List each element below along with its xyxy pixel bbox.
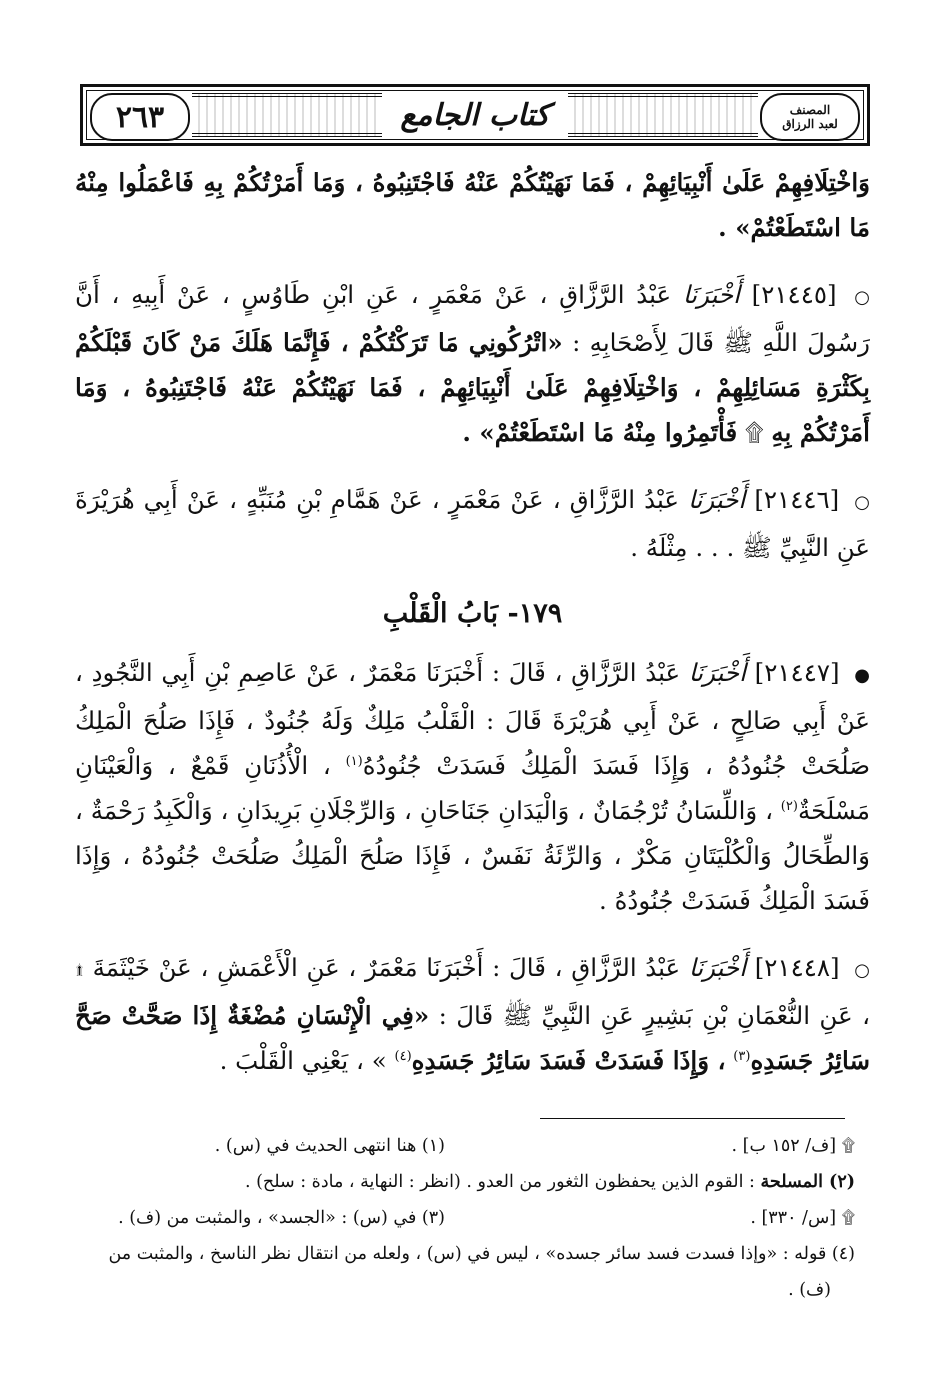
footnote-ref-3: (٣) [733, 1048, 751, 1064]
matn-end: فَأْتَمِرُوا مِنْهُ مَا اسْتَطَعْتُمْ» . [462, 418, 738, 447]
isnad: عَبْدُ الرَّزَّاقِ ، عَنْ مَعْمَرٍ ، عَنْ هَمَّامِ بْنِ مُنَبِّهٍ ، عَنْ أَبِي هُرَيْرَةَ عَنِ النَّبِيِّ ﷺ . . . مِثْلَهُ . [75, 485, 870, 562]
hadith-21447 [75, 650, 870, 923]
footnote-3: (٣) في (س) : «الجسد» ، والمثبت من (ف) . [118, 1208, 445, 1228]
isnad: عَبْدُ الرَّزَّاقِ ، عَنْ مَعْمَرٍ ، عَنِ ابْنِ طَاوُسٍ ، عَنْ أَبِيهِ ، أَنَّ رَسُولَ اللَّهِ ﷺ قَالَ لِأَصْحَابِهِ : [75, 280, 870, 357]
manuscript-note-b: ۩ [س/ ٣٣٠] . [750, 1208, 855, 1228]
hadith-marker-icon: ● [854, 665, 870, 686]
hadith-21448 [75, 945, 870, 1083]
hadith-marker-icon: ○ [854, 960, 870, 981]
footnote-2-text: : القوم الذين يحفظون الثغور من العدو . (انظر : النهاية ، مادة : سلح) . [244, 1172, 755, 1192]
footnote-row-2 [75, 1164, 855, 1200]
seal-line-1: المصنف [789, 103, 831, 117]
header-ornament-right [568, 93, 758, 137]
chapter-title: بَابُ الْقَلْبِ [382, 598, 499, 629]
footnote-ref-2: (٢) [780, 798, 798, 814]
page-number: ٢٦٣ [115, 99, 165, 135]
footnote-separator [540, 1118, 845, 1119]
hadith-marker-icon: ○ [854, 287, 870, 308]
chapter-number: ١٧٩- [507, 598, 563, 629]
hadith-tail: » ، يَعْنِي الْقَلْبَ . [219, 1046, 387, 1075]
footnote-ref-4: (٤) [394, 1048, 412, 1064]
isnad: عَبْدُ الرَّزَّاقِ ، قَالَ : أَخْبَرَنَا مَعْمَرٌ ، عَنِ الْأَعْمَشِ ، عَنْ خَيْثَمَةَ ۩ ، عَنِ النُّعْمَانِ بْنِ بَشِيرٍ عَنِ النَّبِيِّ ﷺ قَالَ : [75, 953, 870, 1030]
hadith-text-c: ، وَاللِّسَانُ تُرْجُمَانٌ ، وَالْيَدَانِ جَنَاحَانِ ، وَالرِّجْلَانِ بَرِيدَانِ ، وَالْكَبِدُ رَحْمَةٌ ، وَالطِّحَالُ وَالْكُلْيَتَانِ مَكْرٌ ، وَالرِّئَةُ نَفَسٌ ، فَإِذَا صَلُحَ الْمَلِكُ صَلُحَتْ جُنُودُهُ ، وَإِذَا فَسَدَ الْمَلِكُ فَسَدَتْ جُنُودُهُ . [75, 796, 870, 915]
hadith-text-b: ، الْأُذُنَانِ قَمْعٌ ، وَالْعَيْنَانِ مَسْلَحَةٌ [75, 751, 870, 825]
matn: «فِي الْإِنْسَانِ مُضْغَةٌ إِذَا صَحَّتْ صَحَّ سَائِرُ جَسَدِهِ [75, 1001, 870, 1075]
matn: «اتْرُكُونِي مَا تَرَكْتُكُمْ ، فَإِنَّمَا هَلَكَ مَنْ كَانَ قَبْلَكُمْ بِكَثْرَةِ مَسَائِلِهِمْ ، وَاخْتِلَافِهِمْ عَلَىٰ أَنْبِيَائِهِمْ ، فَمَا نَهَيْتُكُمْ عَنْهُ فَاجْتَنِبُوهُ ، وَمَا أَمَرْتُكُمْ بِهِ [75, 328, 870, 447]
hadith-number: [٢١٤٤٥] [751, 280, 837, 309]
hadith-marker-icon: ○ [854, 492, 871, 513]
continued-line-1: وَاخْتِلَافِهِمْ عَلَىٰ أَنْبِيَائِهِمْ ، فَمَا نَهَيْتُكُمْ عَنْهُ فَاجْتَنِبُوهُ ، وَمَا أَمَرْتُكُمْ بِهِ فَاعْمَلُوا مِنْهُ [75, 168, 870, 197]
footnote-1: (١) هنا انتهى الحديث في (س) . [214, 1136, 445, 1156]
akhbarana: أَخْبَرَنَا [688, 658, 746, 687]
akhbarana: أَخْبَرَنَا [682, 280, 740, 309]
hadith-number: [٢١٤٤٧] [754, 658, 840, 687]
footnote-4-line-1: (٤) قوله : «وإذا فسدت فسد سائر جسده» ، ليس في (س) ، ولعله من انتقال نظر الناسخ ، والمثبت من [108, 1244, 855, 1264]
footnote-ref-1: (١) [345, 753, 363, 769]
hadith-number: [٢١٤٤٨] [754, 953, 840, 982]
akhbarana: أَخْبَرَنَا [688, 953, 747, 982]
continued-hadith-text [75, 160, 870, 250]
footnote-2-label: (٢) المسلحة [760, 1172, 855, 1192]
footnote-row-3 [75, 1200, 855, 1236]
continued-line-2: مَا اسْتَطَعْتُمْ» . [718, 213, 870, 242]
main-text [75, 160, 870, 1105]
footnote-row-1 [75, 1128, 855, 1164]
footnote-2 [245, 1164, 855, 1200]
seal-line-2: لعبد الرزاق [782, 117, 838, 131]
hadith-number: [٢١٤٤٦] [754, 485, 840, 514]
hadith-text-a: عَبْدُ الرَّزَّاقِ ، قَالَ : أَخْبَرَنَا مَعْمَرٌ ، عَنْ عَاصِمِ بْنِ أَبِي النَّجُودِ ، عَنْ أَبِي صَالِحٍ ، عَنْ أَبِي هُرَيْرَةَ قَالَ : الْقَلْبُ مَلِكٌ وَلَهُ جُنُودٌ ، فَإِذَا صَلُحَ الْمَلِكُ صَلُحَتْ جُنُودُهُ ، وَإِذَا فَسَدَ الْمَلِكُ فَسَدَتْ جُنُودُهُ [75, 658, 870, 780]
hadith-21445 [75, 272, 870, 455]
book-seal-logo [760, 93, 860, 141]
chapter-heading [75, 592, 870, 636]
footnotes [75, 1128, 855, 1308]
footnote-4-line-2: (ف) . [788, 1280, 831, 1300]
manuscript-note-a: ۩ [ف/ ١٥٢ ب] . [731, 1136, 855, 1156]
footnote-4 [75, 1236, 855, 1308]
header-ornament-left [192, 93, 382, 137]
akhbarana: أَخْبَرَنَا [688, 485, 746, 514]
running-header [80, 84, 870, 146]
matn-cont: ، وَإِذَا فَسَدَتْ فَسَدَ سَائِرُ جَسَدِهِ [411, 1046, 726, 1075]
book-title: كتاب الجامع [382, 94, 568, 136]
hadith-21446 [75, 477, 870, 570]
page-number-box [90, 93, 190, 141]
manuscript-mark-icon: ۩ [744, 418, 764, 447]
